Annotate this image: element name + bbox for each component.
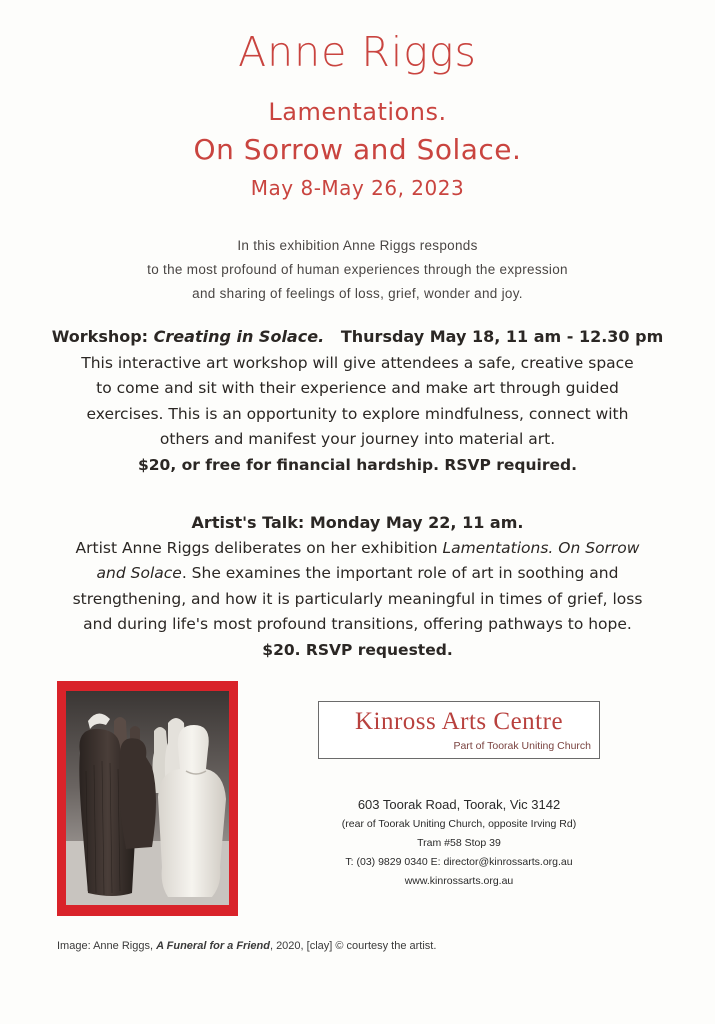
talk-line: strengthening, and how it is particularly meaningful in times of grief, loss [72, 589, 643, 608]
artwork-image-frame [57, 681, 238, 916]
venue-name: Kinross Arts Centre [354, 708, 564, 735]
workshop-heading [0, 324, 715, 350]
credit-work-title: A Funeral for a Friend [156, 940, 270, 952]
workshop-line: This interactive art workshop will give attendees a safe, creative space [81, 353, 634, 372]
workshop-line: others and manifest your journey into material art. [159, 430, 556, 448]
intro-line: In this exhibition Anne Riggs responds [237, 238, 478, 253]
intro-line: to the most profound of human experiences through the expression [147, 262, 568, 277]
exhibition-intro [0, 234, 715, 306]
workshop-line: to come and sit with their experience and make art through guided [96, 379, 619, 397]
venue-logo-box [318, 701, 600, 759]
workshop-label: Workshop: [51, 327, 149, 346]
talk-line-1-text: Artist Anne Riggs deliberates on her exhibition [75, 538, 443, 557]
talk-line: and during life's most profound transitions, offering pathways to hope. [83, 615, 632, 633]
exhibition-title-line-1: Lamentations. [268, 98, 447, 126]
talk-exhibition-title: Lamentations. On Sorrow [442, 538, 640, 557]
venue-address: 603 Toorak Road, Toorak, Vic 3142 [357, 797, 561, 812]
venue-contact: T: (03) 9829 0340 E: director@kinrossarts.org.au [345, 856, 573, 868]
talk-line-2-text: . She examines the important role of art in soothing and [181, 564, 619, 582]
intro-line: and sharing of feelings of loss, grief, wonder and joy. [192, 286, 523, 301]
venue-website: www.kinrossarts.org.au [404, 875, 514, 887]
exhibition-title-line-2: On Sorrow and Solace. [193, 133, 522, 166]
talk-line [0, 536, 715, 562]
talk-heading: Artist's Talk: Monday May 22, 11 am. [191, 513, 524, 532]
venue-address-block [298, 794, 620, 891]
artwork-photo [66, 691, 229, 905]
workshop-price: $20, or free for financial hardship. RSVP required. [137, 455, 578, 474]
talk-exhibition-title-end: and Solace [96, 564, 182, 582]
image-credit [57, 940, 436, 952]
artist-talk-section [0, 510, 715, 663]
exhibition-dates: May 8-May 26, 2023 [250, 176, 465, 200]
workshop-section [0, 324, 715, 478]
venue-address-note: (rear of Toorak Uniting Church, opposite Irving Rd) [341, 818, 577, 830]
venue-subtitle: Part of Toorak Uniting Church [453, 740, 591, 752]
workshop-time: Thursday May 18, 11 am - 12.30 pm [340, 327, 664, 346]
talk-price: $20. RSVP requested. [262, 640, 453, 659]
talk-line [0, 561, 715, 587]
venue-tram: Tram #58 Stop 39 [417, 837, 501, 849]
workshop-line: exercises. This is an opportunity to explore mindfulness, connect with [86, 404, 629, 423]
credit-suffix: , 2020, [clay] © courtesy the artist. [269, 940, 437, 952]
artist-name: Anne Riggs [238, 28, 477, 76]
workshop-name: Creating in Solace. [153, 327, 325, 346]
credit-prefix: Image: Anne Riggs, [57, 940, 157, 952]
